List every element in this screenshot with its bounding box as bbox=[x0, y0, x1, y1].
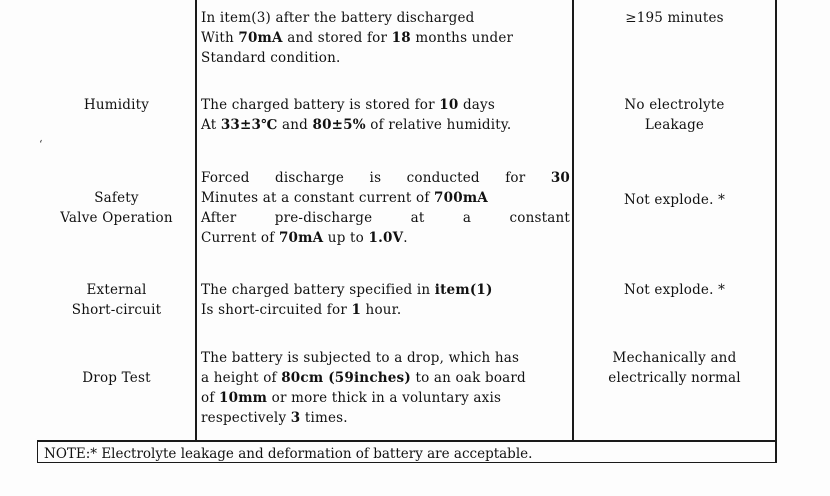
row-short-circuit-description bbox=[198, 280, 570, 320]
description-line: Minutes at a constant current of 700mA bbox=[201, 190, 488, 206]
row-drop-result bbox=[574, 348, 775, 388]
result-line: electrically normal bbox=[608, 370, 741, 386]
description-line: With 70mA and stored for 18 months under bbox=[201, 30, 514, 46]
condition-text: Drop Test bbox=[82, 370, 151, 386]
col-divider-1 bbox=[195, 0, 197, 441]
row-drop-condition bbox=[38, 368, 195, 388]
condition-text: Humidity bbox=[83, 97, 150, 113]
condition-line: Short-circuit bbox=[71, 302, 162, 318]
row-storage-description bbox=[198, 8, 570, 68]
right-border bbox=[775, 0, 777, 463]
description-line: a height of 80cm (59inches) to an oak board bbox=[201, 370, 526, 386]
description-line: The charged battery specified in item(1) bbox=[201, 282, 493, 298]
result-line: Leakage bbox=[644, 117, 705, 133]
row-safety-result bbox=[574, 190, 775, 210]
row-safety-description bbox=[198, 168, 570, 248]
note-top-border bbox=[37, 440, 777, 442]
description-line: Is short-circuited for 1 hour. bbox=[201, 302, 402, 318]
result-line: Mechanically and bbox=[612, 350, 737, 366]
row-short-circuit-result bbox=[574, 280, 775, 300]
row-humidity-description bbox=[198, 95, 570, 135]
result-line: No electrolyte bbox=[624, 97, 725, 113]
description-line: Current of 70mA up to 1.0V. bbox=[201, 230, 408, 246]
row-storage-result bbox=[574, 8, 775, 28]
row-humidity-result bbox=[574, 95, 775, 135]
description-line: In item(3) after the battery discharged bbox=[201, 10, 475, 26]
description-line: At 33±3℃ and 80±5% of relative humidity. bbox=[201, 117, 512, 133]
result-text: Not explode. * bbox=[623, 282, 726, 298]
row-short-circuit-condition bbox=[38, 280, 195, 320]
condition-line: External bbox=[86, 282, 147, 298]
left-border bbox=[37, 441, 38, 463]
row-drop-description bbox=[198, 348, 570, 428]
description-line: After pre-discharge at a constant bbox=[201, 210, 570, 226]
description-line: Standard condition. bbox=[201, 50, 341, 66]
stray-mark: ‘ bbox=[39, 138, 43, 151]
row-humidity-condition bbox=[38, 95, 195, 115]
result-text: ≥195 minutes bbox=[625, 10, 724, 26]
description-line: respectively 3 times. bbox=[201, 410, 348, 426]
description-line: The charged battery is stored for 10 days bbox=[201, 97, 495, 113]
result-text: Not explode. * bbox=[623, 192, 726, 208]
description-line: Forced discharge is conducted for 30 bbox=[201, 170, 570, 186]
condition-line: Safety bbox=[94, 190, 139, 206]
description-line: The battery is subjected to a drop, which has bbox=[201, 350, 520, 366]
footnote: NOTE:* Electrolyte leakage and deformation of battery are acceptable. bbox=[44, 446, 533, 462]
row-safety-condition bbox=[38, 188, 195, 228]
description-line: of 10mm or more thick in a voluntary axis bbox=[201, 390, 502, 406]
condition-line: Valve Operation bbox=[60, 210, 173, 226]
